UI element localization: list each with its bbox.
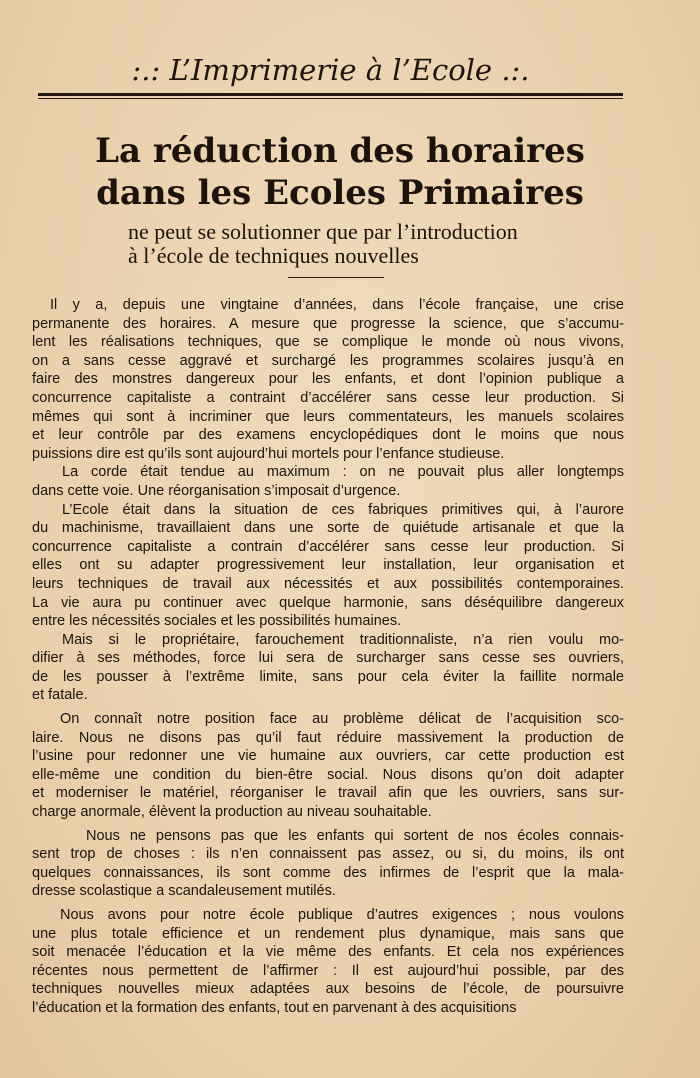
text-line: et fatale. [32, 687, 88, 704]
text-line: dresse scolastique a scandaleusement mutilés. [32, 883, 336, 900]
text-line: lent les réalisations techniques, que se complique le monde où nous vivons, [32, 334, 624, 351]
text-line: elles ont su adapter progressivement leur installation, leur organisation et [32, 557, 624, 574]
running-header: :.: L’Imprimerie à l’Ecole .:. [131, 53, 530, 87]
text-line: L’Ecole était dans la situation de ces fabriques primitives qui, à l’aurore [62, 501, 624, 518]
text-line: récentes nous permettent de l’affirmer : Il est aujourd’hui possible, par des [32, 962, 624, 979]
text-line: concurrence capitaliste a contrain d’accélérer sans cesse leur production. Si [32, 538, 624, 555]
text-line: permanente des horaires. A mesure que progresse la science, que s’accumu- [32, 315, 624, 332]
article-subtitle-line-1: ne peut se solutionner que par l’introduction [128, 219, 518, 244]
text-line: charge anormale, élèvent la production au niveau souhaitable. [32, 804, 432, 821]
article-title-line-1: La réduction des horaires [95, 131, 585, 171]
paragraph [32, 906, 624, 1018]
text-line: Nous avons pour notre école publique d’autres exigences ; nous voulons [60, 907, 624, 923]
article-subtitle-line-2: à l’école de techniques nouvelles [128, 243, 419, 268]
text-line: La corde était tendue au maximum : on ne pouvait plus aller longtemps [62, 464, 624, 481]
article-subtitle [128, 220, 598, 268]
text-line: Nous ne pensons pas que les enfants qui sortent de nos écoles connais- [86, 827, 624, 844]
article-title-line-2: dans les Ecoles Primaires [96, 173, 584, 213]
text-line: l’usine pour redonner une vie humaine aux ouvriers, car cette production est [32, 748, 624, 765]
paragraph [32, 631, 624, 705]
text-line: et leur contrôle par des examens encyclopédiques dont le moins que nous [32, 427, 624, 444]
text-line: Mais si le propriétaire, farouchement traditionnaliste, n’a rien voulu mo- [62, 631, 624, 648]
text-line: On connaît notre position face au problème délicat de l’acquisition sco- [60, 711, 624, 728]
text-line: quelques connaissances, ils sont comme des infirmes de l’esprit que la mala- [32, 864, 624, 881]
header-rule-thick [38, 93, 623, 96]
text-line: techniques nouvelles mieux adaptées aux besoins de l’école, de poursuivre [32, 981, 624, 998]
text-line: entre les nécessités sociales et les possibilités humaines. [32, 613, 402, 630]
text-line: elle-même une condition du bien-être social. Nous disons qu’on doit adapter [32, 766, 624, 783]
paragraph [32, 827, 624, 901]
article-body [32, 296, 624, 1018]
paragraph [32, 463, 624, 500]
text-line: difier à ses méthodes, force lui sera de surcharger sans cesse ses ouvriers, [32, 650, 624, 667]
paragraph [32, 710, 624, 822]
text-line: dans cette voie. Une réorganisation s’imposait d’urgence. [32, 482, 401, 499]
text-line: soit menacée l’éducation et la vie même des enfants. Et cela nos expériences [32, 944, 624, 961]
header-rule-thin [38, 98, 623, 99]
text-line: de les pousser à l’extrême limite, sans pour cela éviter la faillite normale [32, 668, 624, 685]
text-line: puissions dire est qu’ils sont aujourd’hui mortels pour l’enfance studieuse. [32, 445, 505, 462]
text-line: et moderniser le matériel, réorganiser le travail afin que les ouvriers, sans sur- [32, 785, 624, 802]
text-line: sent trop de choses : ils n’en connaissent pas assez, ou si, du moins, ils ont [32, 846, 624, 863]
text-line: mêmes qui sont à incriminer que leurs commentateurs, les manuels scolaires [32, 408, 624, 425]
text-line: Il y a, depuis une vingtaine d’années, dans l’école française, une crise [50, 297, 624, 313]
text-line: on a sans cesse aggravé et surchargé les programmes scolaires jusqu’à en [32, 352, 624, 369]
text-line: leurs techniques de travail aux nécessités et aux possibilités contemporaines. [32, 575, 624, 592]
text-line: laire. Nous ne disons pas qu’il faut réduire massivement la production de [32, 729, 624, 746]
article-title [30, 130, 650, 214]
text-line: une plus totale efficience et un rendement plus dynamique, mais sans que [32, 925, 624, 942]
text-line: concurrence capitaliste a contraint d’accélérer sans cesse leur production. Si [32, 389, 624, 406]
paragraph [32, 501, 624, 631]
subtitle-rule [288, 277, 384, 278]
text-line: La vie aura pu continuer avec quelque harmonie, sans déséquilibre dangereux [32, 594, 624, 611]
paragraph [32, 296, 624, 463]
text-line: l’éducation et la formation des enfants, tout en parvenant à des acquisitions [32, 999, 517, 1016]
text-line: du machinisme, travaillaient dans une sorte de quiétude artisanale et que la [32, 520, 624, 537]
text-line: faire des monstres dangereux pour les enfants, et dont l’opinion publique a [32, 371, 624, 388]
